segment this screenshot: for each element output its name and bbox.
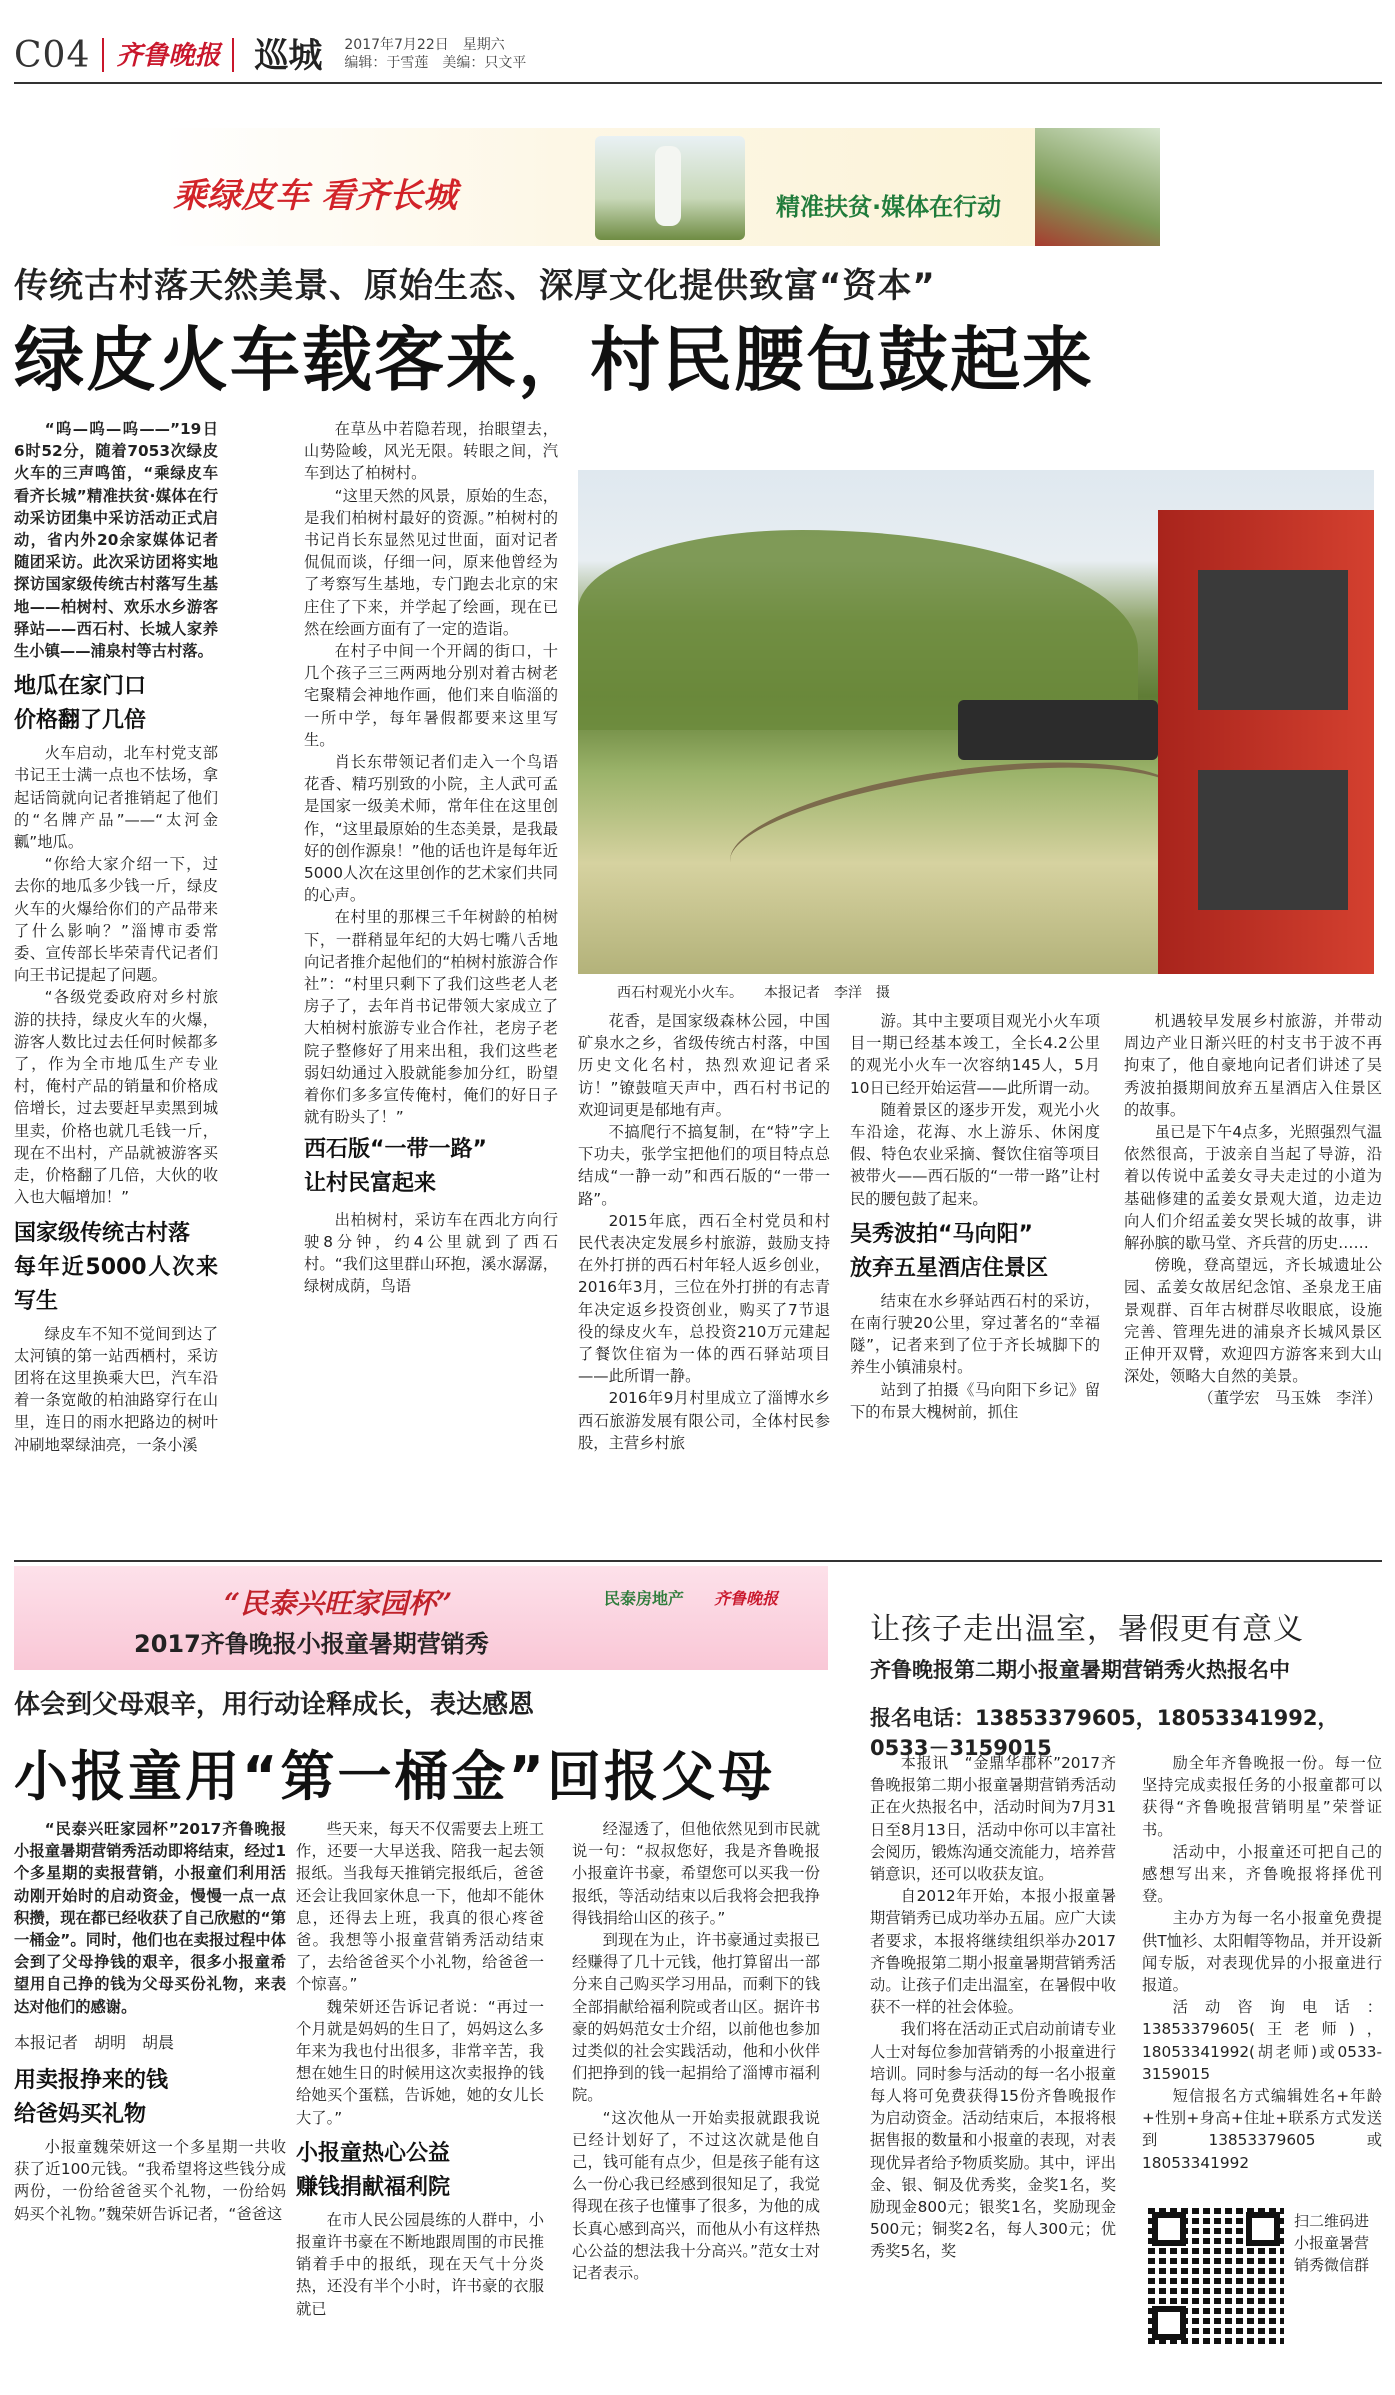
- photo-track: [722, 739, 1194, 922]
- banner-tag: [760, 180, 1017, 228]
- paper-logo-small: 齐鲁晚报: [714, 1589, 779, 1608]
- paragraph: 游。其中主要项目观光小火车项目一期已经基本竣工，全长4.2公里的观光小火车一次容纳145人，5月10日已经开始运营——此所谓一动。: [850, 1012, 1100, 1097]
- paragraph: 花香，是国家级森林公园，中国矿泉水之乡，省级传统古村落，中国历史文化名村，热烈欢迎记者采访！”镣鼓喧天声中，西石村书记的欢迎词更是郁地有声。: [578, 1012, 830, 1119]
- qr-caption: 扫二维码进小报童暑营销秀微信群: [1294, 2212, 1370, 2274]
- qr-code[interactable]: [1148, 2208, 1284, 2344]
- story2-byline: 本报记者 胡明 胡晨: [14, 2032, 175, 2052]
- banner-slogan-left: 乘绿皮车 看齐长城: [173, 176, 457, 216]
- banner-slogan-right: 精准扶贫·媒体在行动: [776, 192, 1002, 221]
- paragraph: 本报讯 “金鼎华郡杯”2017齐鲁晚报第二期小报童暑期营销秀活动正在火热报名中，活动时间为7月31日至8月13日，活动中你可以丰富社会阅历，锻炼沟通交流能力，培养营销意识，还可以收获友谊。: [870, 1754, 1116, 1884]
- top-rule: [14, 82, 1382, 84]
- contest-banner: [14, 1566, 828, 1670]
- story1-kicker: 传统古村落天然美景、原始生态、深厚文化提供致富“资本”: [14, 266, 936, 306]
- paper-logo: 齐鲁晚报: [116, 41, 221, 71]
- train-photo: [578, 470, 1374, 974]
- subhead-line: 小报童热心公益: [296, 2140, 451, 2166]
- story1-column-3: [578, 1010, 830, 1552]
- paragraph: 虽已是下午4点多，光照强烈气温依然很高，于波亲自当起了导游，沿着以传说中孟姜女寻夫走过的小道为基础修建的孟姜女景观大道，边走边向人们介绍孟姜女哭长城的故事，讲解孙膑的歇马堂、齐兵营的历史……: [1124, 1123, 1382, 1253]
- paragraph: 我们将在活动正式启动前请专业人士对每位参加营销秀的小报童进行培训。同时参与活动的每一名小报童每人将可免费获得15份齐鲁晚报作为启动资金。活动结束后，本报将根据售报的数量和小报童的表现，对表现优异者给予物质奖励。其中，评出金、银、铜及优秀奖，金奖1名，奖励现金800元；银奖1名，奖励现金500元；铜奖2名，每人300元；优秀奖5名，奖: [870, 2020, 1116, 2261]
- paragraph: 自2012年开始，本报小报童暑期营销秀已成功举办五届。应广大读者要求，本报将继续组织举办2017齐鲁晚报第二期小报童暑期营销秀活动。让孩子们走出温室，在暑假中收获不一样的社会体验。: [870, 1887, 1116, 2017]
- banner-train-image: [1035, 128, 1160, 246]
- story1-subhead-4: [850, 1218, 1100, 1286]
- subhead-line: 让村民富起来: [304, 1170, 437, 1196]
- qr-finder: [1152, 2212, 1186, 2246]
- story2-column-1: [14, 1818, 286, 2388]
- subhead-line: 每年近5000人次来写生: [14, 1254, 218, 1314]
- subhead-line: 放弃五星酒店住景区: [850, 1255, 1049, 1281]
- campaign-banner: [155, 128, 1160, 246]
- sms-signup-info: 短信报名方式编辑姓名+年龄+性别+身高+住址+联系方式发送到13853379605或18053341992: [1142, 2087, 1382, 2172]
- paragraph: “你给大家介绍一下，过去你的地瓜多少钱一斤，绿皮火车的火爆给你们的产品带来了什么影响？”淄博市委常委、宣传部长毕荣青代记者们向王书记提起了问题。: [14, 855, 218, 985]
- paragraph: 出柏树村，采访车在西北方向行驶8分钟，约4公里就到了西石村。“我们这里群山环抱，溪水潺潺，绿树成荫，鸟语: [304, 1210, 558, 1296]
- story1-headline: 绿皮火车载客来，村民腰包鼓起来: [14, 319, 1094, 401]
- paragraph: “这里天然的风景，原始的生态，是我们柏树村最好的资源。”柏树村的书记肖长东显然见过世面，面对记者侃侃而谈，仔细一问，原来他曾经为了考察写生基地，专门跑去北京的宋庄住了下来，并学起了绘画，现在已然在绘画方面有了一定的造诣。: [304, 486, 558, 638]
- paragraph: 2016年9月村里成立了淄博水乡西石旅游发展有限公司，全体村民参股，主营乡村旅: [578, 1389, 830, 1452]
- contact-phones: 活动咨询电话：13853379605(王老师)，18053341992(胡老师)或0533-3159015: [1142, 1998, 1382, 2083]
- banner-waterfall-image: [595, 136, 745, 240]
- paragraph: 在市人民公园晨练的人群中，小报童许书豪在不断地跟周围的市民推销着手中的报纸，现在天气十分炎热，还没有半个小时，许书豪的衣服就已: [296, 2210, 544, 2318]
- paragraph: 经湿透了，但他依然见到市民就说一句：“叔叔您好，我是齐鲁晚报小报童许书豪，希望您可以买我一份报纸，等活动结束以后我将会把我挣得钱捐给山区的孩子。”: [572, 1820, 820, 1927]
- paragraph: 结束在水乡驿站西石村的采访，在南行驶20公里，穿过著名的“幸福隧”，记者来到了位于齐长城脚下的养生小镇浦泉村。: [850, 1291, 1100, 1377]
- paragraph: 主办方为每一名小报童免费提供T恤衫、太阳帽等物品，并开设新闻专版，对表现优异的小报童进行报道。: [1142, 1909, 1382, 1995]
- subhead-line: 用卖报挣来的钱: [14, 2068, 169, 2094]
- story2-column-2: [296, 1818, 544, 2388]
- issue-date: 2017年7月22日 星期六: [344, 37, 505, 53]
- masthead-meta: [344, 36, 526, 76]
- section-name: 巡城: [254, 36, 323, 76]
- story1-subhead-2: [14, 1217, 218, 1319]
- author-credit: （董学宏 马玉姝 李洋）: [1198, 1389, 1382, 1408]
- sidebar-column-1: [870, 1752, 1116, 2388]
- paragraph: “这次他从一开始卖报就跟我说已经计划好了，不过这次就是他自己，钱可能有点少，但是孩子能有这么一份心我已经感到很知足了，我觉得现在孩子也懂事了很多，为他的成长真心感到高兴，而他从小有这样热心公益的想法我十分高兴。”范女士对记者表示。: [572, 2108, 820, 2283]
- sidebar-title: 齐鲁晚报第二期小报童暑期营销秀火热报名中: [870, 1658, 1290, 1682]
- subhead-line: 西石版“一带一路”: [304, 1136, 487, 1162]
- paragraph: 小报童魏荣妍这一个多星期一共收获了近100元钱。“我希望将这些钱分成两份，一份给爸爸买个礼物，一份给妈妈买个礼物。”魏荣妍告诉记者，“爸爸这: [14, 2138, 286, 2223]
- story2-subhead-1: [14, 2064, 286, 2132]
- photo-carriage: [1158, 510, 1374, 974]
- paragraph: “各级党委政府对乡村旅游的扶持，绿皮火车的火爆，游客人数比过去任何时候都多了，作为全市地瓜生产专业村，俺村产品的销量和价格成倍增长，过去要赶早卖黑到城里卖，价格也就几毛钱一斤，现在不出村，产品就被游客买走，价格翻了几倍，大伙的收入也大幅增加！”: [14, 988, 218, 1207]
- masthead-divider: [232, 38, 234, 72]
- story1-column-2: [304, 418, 558, 1552]
- paragraph: 在村里的那棵三千年树龄的柏树下，一群稍显年纪的大妈七嘴八舌地向记者推介起他们的“柏树村旅游合作社”：“村里只剩下了我们这些老人老房子了，去年肖书记带领大家成立了大柏树村旅游专业合作社，老房子老院子整修好了用来出租，我们这些老弱妇幼通过入股就能参加分红，盼望着你们多多宣传俺村，俺们的好日子就有盼头了！”: [304, 908, 558, 1127]
- paragraph: 2015年底，西石全村党员和村民代表决定发展乡村旅游，鼓励支持在外打拼的西石村年轻人返乡创业，2016年3月，三位在外打拼的有志青年决定返乡投资创业，购买了7节退役的绿皮火车，总投资210万元建起了餐饮住宿为一体的西石驿站项目——此所谓一静。: [578, 1211, 830, 1386]
- section-divider: [14, 1560, 1382, 1562]
- paragraph: 活动中，小报童还可把自己的感想写出来，齐鲁晚报将择优刊登。: [1142, 1842, 1382, 1906]
- story2-kicker: 体会到父母艰辛，用行动诠释成长，表达感恩: [14, 1690, 535, 1720]
- subhead-line: 吴秀波拍“马向阳”: [850, 1221, 1033, 1247]
- paragraph: 不搞爬行不搞复制，在“特”字上下功夫，张学宝把他们的项目特点总结成“一静一动”和西石版的“一带一路”。: [578, 1123, 830, 1208]
- qr-finder: [1246, 2212, 1280, 2246]
- paragraph: 到现在为止，许书豪通过卖报已经赚得了几十元钱，他打算留出一部分来自己购买学习用品，而剩下的钱全部捐献给福利院或者山区。据许书豪的妈妈范女士介绍，以前他也参加过类似的社会实践活动，他和小伙伴们把挣到的钱一起捐给了淄博市福利院。: [572, 1931, 820, 2105]
- paragraph: 随着景区的逐步开发，观光小火车沿途，花海、水上游乐、休闲度假、特色农业采摘、餐饮住宿等项目被带火——西石版的“一带一路”让村民的腰包鼓了起来。: [850, 1100, 1100, 1208]
- paragraph: 些天来，每天不仅需要去上班工作，还要一大早送我、陪我一起去领报纸。当我每天推销完报纸后，爸爸还会让我回家休息一下，他却不能休息，还得去上班，我真的很心疼爸爸。我想等小报童营销秀活动结束了，去给爸爸买个小礼物，给爸爸一个惊喜。”: [296, 1820, 544, 1994]
- story2-headline: 小报童用“第一桶金”回报父母: [14, 1745, 775, 1808]
- editors-credit: 编辑：于雪莲 美编：只文平: [344, 55, 527, 71]
- masthead-divider: [102, 38, 104, 72]
- sidebar-column-2: [1142, 1752, 1382, 2200]
- story1-column-1: [14, 418, 234, 1552]
- paragraph: 火车启动，北车村党支部书记王士满一点也不怯场，拿起话筒就向记者推销起了他们的“名牌产品”——“太河金瓤”地瓜。: [14, 744, 218, 852]
- subhead-line: 地瓜在家门口: [14, 674, 147, 700]
- sidebar-phone: 报名电话：13853379605，18053341992，0533－3159015: [870, 1706, 1339, 1760]
- story1-column-4: [850, 1010, 1100, 1552]
- story1-subhead-1: [14, 670, 218, 738]
- story2-column-3: [572, 1818, 820, 2388]
- contest-title: “民泰兴旺家园杯”: [224, 1587, 453, 1620]
- subhead-line: 价格翻了几倍: [14, 708, 147, 734]
- paragraph: 机遇较早发展乡村旅游，并带动周边产业日渐兴旺的村支书于波不再拘束了，他自豪地向记者们讲述了吴秀波拍摄期间放弃五星酒店入住景区的故事。: [1124, 1012, 1382, 1119]
- photo-locomotive: [958, 700, 1158, 760]
- story1-column-5: [1124, 1010, 1382, 1552]
- qr-finder: [1152, 2306, 1186, 2340]
- subhead-line: 国家级传统古村落: [14, 1220, 191, 1246]
- sidebar-kicker: 让孩子走出温室，暑假更有意义: [870, 1612, 1304, 1647]
- story2-lead: “民泰兴旺家园杯”2017齐鲁晚报小报童暑期营销秀活动即将结束，经过1个多星期的卖报营销，小报童们利用活动刚开始时的启动资金，慢慢一点一点积攒，现在都已经收获了自己欣慰的“第一桶金”。同时，他们也在卖报过程中体会到了父母挣钱的艰辛，很多小报童希望用自己挣的钱为父母买份礼物，来表达对他们的感谢。: [14, 1820, 286, 2016]
- page-number: C04: [14, 35, 91, 76]
- paragraph: 励全年齐鲁晚报一份。每一位坚持完成卖报任务的小报童都可以获得“齐鲁晚报营销明星”荣誉证书。: [1142, 1754, 1382, 1839]
- paragraph: 站到了拍摄《马向阳下乡记》留下的布景大槐树前，抓住: [850, 1380, 1100, 1421]
- subhead-line: 赚钱捐献福利院: [296, 2174, 451, 2200]
- sponsor-logo: 民泰房地产: [604, 1589, 685, 1608]
- paragraph: 在草丛中若隐若现，抬眼望去，山势险峻，风光无限。转眼之间，汽车到达了柏树村。: [304, 420, 558, 483]
- story1-lead: “呜—呜—呜——”19日6时52分，随着7053次绿皮火车的三声鸣笛，“乘绿皮车 看齐长城”精准扶贫·媒体在行动采访团集中采访活动正式启动，省内外20余家媒体记者随团采访。此次采访团将实地探访国家级传统古村落写生基地——柏树村、欢乐水乡游客驿站——西石村、长城人家养生小镇——浦泉村等古村落。: [14, 420, 234, 661]
- paragraph: 绿皮车不知不觉间到达了太河镇的第一站西栖村，采访团将在这里换乘大巴，汽车沿着一条宽敞的柏油路穿行在山里，连日的雨水把路边的树叶冲刷地翠绿油亮，一条小溪: [14, 1324, 218, 1454]
- paragraph: 傍晚，登高望远，齐长城遗址公园、孟姜女故居纪念馆、圣泉龙王庙景观群、百年古树群尽收眼底，设施完善、管理先进的浦泉齐长城风景区正伸开双臂，欢迎四方游客来到大山深处，领略大自然的美景。: [1124, 1256, 1382, 1386]
- masthead: [14, 26, 1382, 76]
- story1-subhead-3: [304, 1133, 558, 1201]
- subhead-line: 给爸妈买礼物: [14, 2102, 147, 2128]
- story2-subhead-2: [296, 2137, 544, 2205]
- paragraph: 魏荣妍还告诉记者说：“再过一个月就是妈妈的生日了，妈妈这么多年来为我也付出很多，非常辛苦，我想在她生日的时候用这次卖报挣的钱给她买个蛋糕，告诉她，她的女儿长大了。”: [296, 1997, 544, 2127]
- photo-caption: 西石村观光小火车。 本报记者 李洋 摄: [617, 985, 890, 1001]
- paragraph: 在村子中间一个开阔的街口，十几个孩子三三两两地分别对着古树老宅聚精会神地作画，他们来自临淄的一所中学，每年暑假都要来这里写生。: [304, 642, 558, 749]
- contest-subtitle: 2017齐鲁晚报小报童暑期营销秀: [134, 1630, 489, 1658]
- paragraph: 肖长东带领记者们走入一个鸟语花香、精巧别致的小院，主人武可孟是国家一级美术师，常年住在这里创作，“这里最原始的生态美景，是我最好的创作源泉！”他的话也许是每年近5000人次在这里创作的艺术家们共同的心声。: [304, 753, 558, 905]
